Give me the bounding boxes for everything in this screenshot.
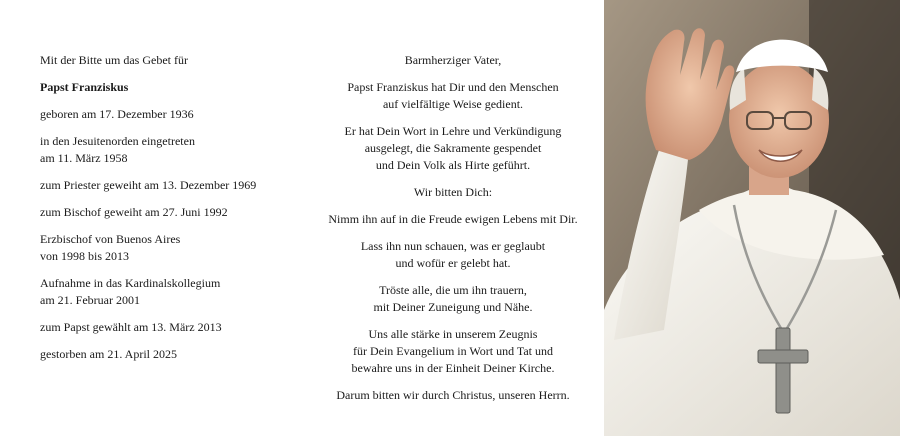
bio-entry — [40, 346, 290, 363]
prayer-column — [318, 52, 588, 414]
prayer-line: Darum bitten wir durch Christus, unseren Herrn. — [336, 388, 570, 402]
bio-entry — [40, 204, 290, 221]
bio-line: am 11. März 1958 — [40, 151, 128, 165]
prayer-line: Wir bitten Dich: — [413, 185, 493, 199]
bio-line: geboren am 17. Dezember 1936 — [40, 107, 194, 121]
bio-line: zum Bischof geweiht am 27. Juni 1992 — [40, 205, 228, 219]
prayer-paragraph — [318, 326, 588, 377]
bio-line: zum Priester geweiht am 13. Dezember 1969 — [40, 178, 257, 192]
prayer-line: Er hat Dein Wort in Lehre und Verkündigung — [344, 124, 562, 138]
bio-entry — [40, 106, 290, 123]
bio-entry — [40, 319, 290, 336]
bio-line: Erzbischof von Buenos Aires — [40, 232, 181, 246]
prayer-line: und wofür er gelebt hat. — [395, 256, 511, 270]
prayer-line: auf vielfältige Weise gedient. — [382, 97, 524, 111]
biography-column — [40, 52, 290, 373]
bio-line: Aufnahme in das Kardinalskollegium — [40, 276, 221, 290]
prayer-line: Uns alle stärke in unserem Zeugnis — [368, 327, 538, 341]
prayer-paragraph — [318, 52, 588, 69]
prayer-line: Papst Franziskus hat Dir und den Menschen — [347, 80, 559, 94]
bio-entry — [40, 133, 290, 167]
prayer-paragraph — [318, 79, 588, 113]
prayer-line: Lass ihn nun schauen, was er geglaubt — [360, 239, 546, 253]
bio-entry — [40, 231, 290, 265]
prayer-line: Barmherziger Vater, — [404, 53, 502, 67]
prayer-paragraph — [318, 211, 588, 228]
prayer-line: und Dein Volk als Hirte geführt. — [375, 158, 531, 172]
bio-line: gestorben am 21. April 2025 — [40, 347, 177, 361]
bio-line: am 21. Februar 2001 — [40, 293, 140, 307]
prayer-paragraph — [318, 238, 588, 272]
prayer-paragraph — [318, 184, 588, 201]
prayer-line: bewahre uns in der Einheit Deiner Kirche. — [351, 361, 555, 375]
pope-portrait-photo — [604, 0, 900, 436]
bio-entry — [40, 177, 290, 194]
prayer-paragraph — [318, 123, 588, 174]
prayer-line: Tröste alle, die um ihn trauern, — [379, 283, 527, 297]
prayer-line: für Dein Evangelium in Wort und Tat und — [352, 344, 554, 358]
pope-name: Papst Franziskus — [40, 80, 129, 94]
bio-line: von 1998 bis 2013 — [40, 249, 130, 263]
intro-text: Mit der Bitte um das Gebet für — [40, 53, 188, 67]
bio-line: in den Jesuitenorden eingetreten — [40, 134, 195, 148]
bio-entry — [40, 275, 290, 309]
prayer-line: Nimm ihn auf in die Freude ewigen Lebens mit Dir. — [328, 212, 578, 226]
prayer-paragraph — [318, 387, 588, 404]
bio-line: zum Papst gewählt am 13. März 2013 — [40, 320, 222, 334]
portrait-illustration — [604, 0, 900, 436]
prayer-paragraph — [318, 282, 588, 316]
prayer-line: ausgelegt, die Sakramente gespendet — [364, 141, 542, 155]
prayer-line: mit Deiner Zuneigung und Nähe. — [373, 300, 533, 314]
